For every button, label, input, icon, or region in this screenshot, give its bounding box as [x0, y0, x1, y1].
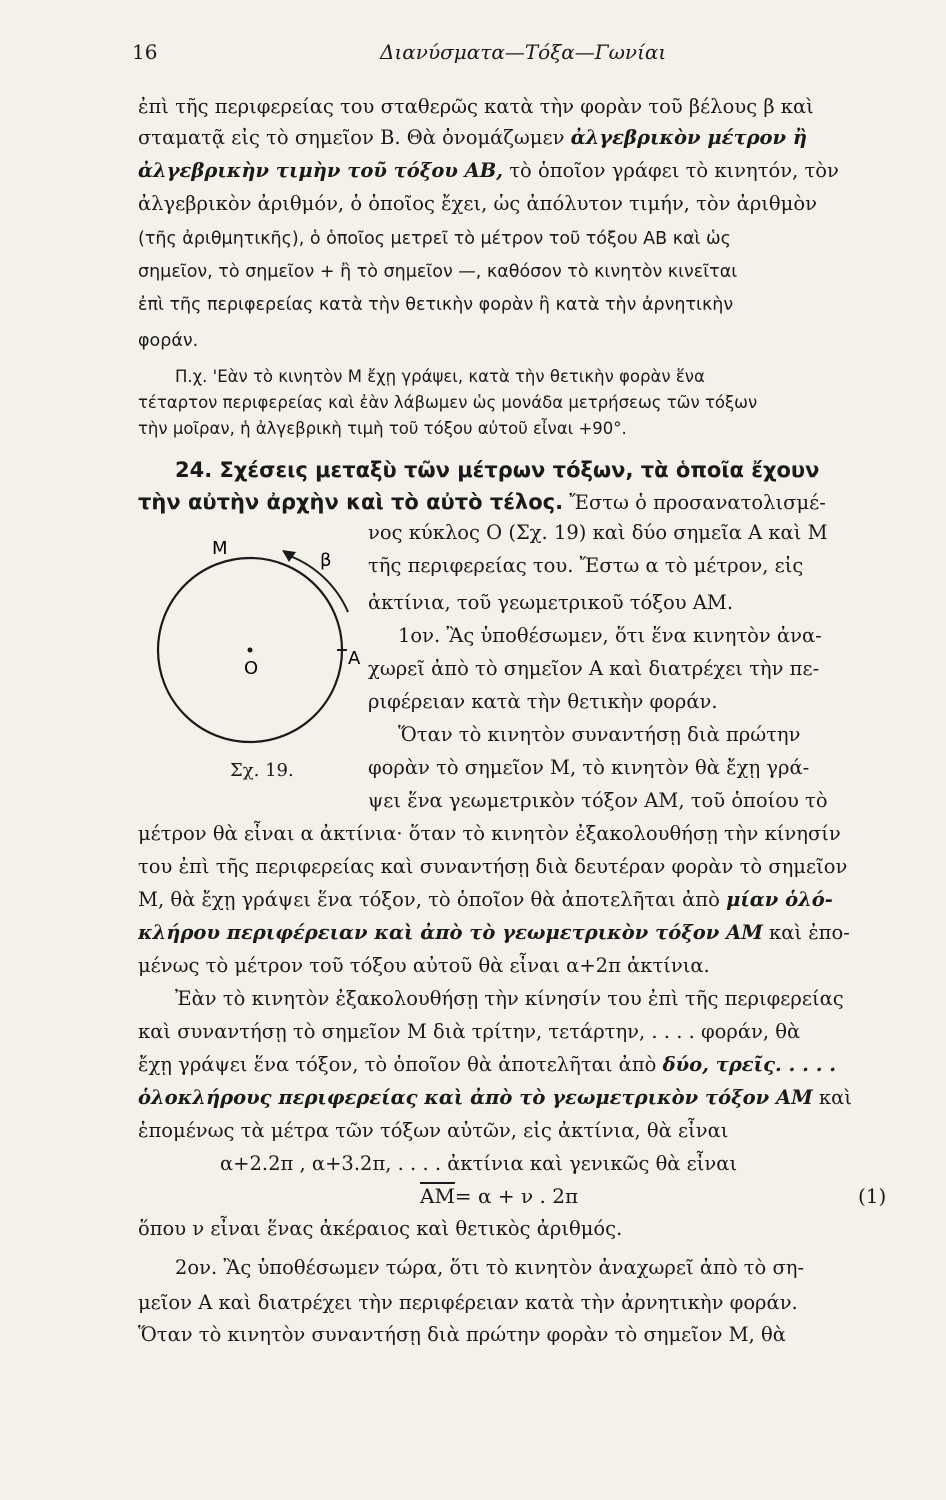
bold-term: κλήρου περιφέρειαν καὶ ἀπὸ τὸ γεωμετρικὸν τόξον ΑΜ	[138, 921, 763, 944]
text-line: Ἐὰν τὸ κινητὸν ἐξακολουθήσῃ τὴν κίνησίν του ἐπὶ τῆς περιφερείας	[175, 987, 844, 1010]
label-beta: β	[320, 550, 332, 571]
example-line: Π.χ. 'Εὰν τὸ κινητὸν Μ ἔχῃ γράψει, κατὰ τὴν θετικὴν φορὰν ἕνα	[175, 367, 705, 386]
text-line: κλήρου περιφέρειαν καὶ ἀπὸ τὸ γεωμετρικὸν τόξον ΑΜ καὶ ἐπο-	[138, 921, 850, 944]
text-line: σημεῖον, τὸ σημεῖον + ἢ τὸ σημεῖον —, καθόσον τὸ κινητὸν κινεῖται	[138, 262, 738, 282]
text-line: σταματᾷ εἰς τὸ σημεῖον Β. Θὰ ὀνομάζωμεν ἀλγεβρικὸν μέτρον ἢ	[138, 126, 808, 149]
bold-term: δύο, τρεῖς. . . . .	[662, 1053, 837, 1076]
bold-term: μίαν ὁλό-	[726, 888, 833, 911]
label-a: Α	[348, 648, 361, 669]
text-line: μένως τὸ μέτρον τοῦ τόξου αὐτοῦ θὰ εἶναι α+2π ἀκτίνια.	[138, 954, 710, 977]
text-line: νος κύκλος Ο (Σχ. 19) καὶ δύο σημεῖα Α καὶ Μ	[368, 521, 828, 544]
text-line: ὁλοκλήρους περιφερείας καὶ ἀπὸ τὸ γεωμετρικὸν τόξον ΑΜ καὶ	[138, 1086, 852, 1109]
text-line: φορὰν τὸ σημεῖον Μ, τὸ κινητὸν θὰ ἔχῃ γρά-	[368, 756, 810, 779]
arrow-head	[282, 550, 296, 562]
label-m: Μ	[212, 538, 228, 559]
example-line: τέταρτον περιφερείας καὶ ἐὰν λάβωμεν ὡς μονάδα μετρήσεως τῶν τόξων	[138, 393, 758, 412]
bold-term: ἀλγεβρικὸν μέτρον ἢ	[570, 126, 808, 149]
text-line: ἐπὶ τῆς περιφερείας κατὰ τὴν θετικὴν φορὰν ἢ κατὰ τὴν ἀρνητικὴν	[138, 295, 734, 315]
page-number: 16	[132, 40, 158, 64]
example-line: τὴν μοῖραν, ἡ ἀλγεβρικὴ τιμὴ τοῦ τόξου αὐτοῦ εἶναι +90°.	[138, 419, 627, 438]
text-line: ἔχῃ γράψει ἕνα τόξον, τὸ ὁποῖον θὰ ἀποτελῆται ἀπὸ δύο, τρεῖς. . . . .	[138, 1053, 837, 1076]
text-line: 2ον. Ἂς ὑποθέσωμεν τώρα, ὅτι τὸ κινητὸν ἀναχωρεῖ ἀπὸ τὸ ση-	[175, 1256, 805, 1279]
text-line: 1ον. Ἂς ὑποθέσωμεν, ὅτι ἕνα κινητὸν ἀνα-	[398, 624, 822, 647]
text-line: ριφέρειαν κατὰ τὴν θετικὴν φοράν.	[368, 690, 718, 713]
center-point	[248, 648, 253, 653]
text-line: τῆς περιφερείας του. Ἔστω α τὸ μέτρον, εἰς	[368, 554, 804, 577]
section-heading-line2: τὴν αὐτὴν ἀρχὴν καὶ τὸ αὐτὸ τέλος. Ἔστω ὁ προσανατολισμέ-	[138, 490, 826, 514]
arc-am: $\overline{AM}$	[420, 1184, 455, 1208]
bold-term: ἀλγεβρικὴν τιμὴν τοῦ τόξου ΑΒ,	[138, 159, 504, 182]
text-line: καὶ συναντήσῃ τὸ σημεῖον Μ διὰ τρίτην, τετάρτην, . . . . φοράν, θὰ	[138, 1020, 801, 1043]
direction-arc	[290, 556, 348, 612]
text-line: του ἐπὶ τῆς περιφερείας καὶ συναντήσῃ διὰ δευτέραν φορὰν τὸ σημεῖον	[138, 855, 848, 878]
text-line: (τῆς ἀριθμητικῆς), ὁ ὁποῖος μετρεῖ τὸ μέτρον τοῦ τόξου ΑΒ καὶ ὡς	[138, 229, 731, 249]
equation-number: (1)	[858, 1184, 887, 1208]
equation: $\overline{AM}= \alpha + \nu$ . 2π	[420, 1184, 579, 1208]
text-line: ἀλγεβρικὴν τιμὴν τοῦ τόξου ΑΒ, τὸ ὁποῖον γράφει τὸ κινητόν, τὸν	[138, 159, 839, 182]
label-o: Ο	[244, 658, 259, 679]
text-line: Ὅταν τὸ κινητὸν συναντήσῃ διὰ πρώτην φορὰν τὸ σημεῖον Μ, θὰ	[138, 1323, 786, 1346]
text-line: Μ, θὰ ἔχῃ γράψει ἕνα τόξον, τὸ ὁποῖον θὰ ἀποτελῆται ἀπὸ μίαν ὁλό-	[138, 888, 833, 911]
page-header	[0, 40, 946, 70]
text-line: Ὅταν τὸ κινητὸν συναντήσῃ διὰ πρώτην	[398, 723, 801, 746]
section-heading: 24. Σχέσεις μεταξὺ τῶν μέτρων τόξων, τὰ ὁποῖα ἔχουν	[175, 458, 820, 482]
text-line: ἀκτίνια, τοῦ γεωμετρικοῦ τόξου ΑΜ.	[368, 591, 734, 614]
text-line: ἀλγεβρικὸν ἀριθμόν, ὁ ὁποῖος ἔχει, ὡς ἀπόλυτον τιμήν, τὸν ἀριθμὸν	[138, 192, 817, 215]
text-line: ὅπου ν εἶναι ἕνας ἀκέραιος καὶ θετικὸς ἀριθμός.	[138, 1217, 623, 1240]
figure-caption: Σχ. 19.	[230, 760, 294, 781]
figure-circle	[150, 532, 370, 782]
formula-line: α+2.2π , α+3.2π, . . . . ἀκτίνια καὶ γενικῶς θὰ εἶναι	[220, 1152, 738, 1175]
bold-term: ὁλοκλήρους περιφερείας καὶ ἀπὸ τὸ γεωμετρικὸν τόξον ΑΜ	[138, 1086, 813, 1109]
text-line: ἑπομένως τὰ μέτρα τῶν τόξων αὐτῶν, εἰς ἀκτίνια, θὰ εἶναι	[138, 1119, 729, 1142]
circle-diagram	[150, 532, 370, 762]
text-line: ψει ἕνα γεωμετρικὸν τόξον ΑΜ, τοῦ ὁποίου τὸ	[368, 789, 828, 812]
text-line: φοράν.	[138, 331, 199, 351]
text-line: μέτρον θὰ εἶναι α ἀκτίνια· ὅταν τὸ κινητὸν ἐξακολουθήσῃ τὴν κίνησίν	[138, 822, 841, 845]
text-line: ἐπὶ τῆς περιφερείας του σταθερῶς κατὰ τὴν φορὰν τοῦ βέλους β καὶ	[138, 95, 814, 118]
text-line: μεῖον Α καὶ διατρέχει τὴν περιφέρειαν κατὰ τὴν ἀρνητικὴν φοράν.	[138, 1291, 798, 1314]
text-line: χωρεῖ ἀπὸ τὸ σημεῖον Α καὶ διατρέχει τὴν πε-	[368, 657, 820, 680]
running-title: Διανύσματα—Τόξα—Γωνίαι	[380, 40, 667, 64]
